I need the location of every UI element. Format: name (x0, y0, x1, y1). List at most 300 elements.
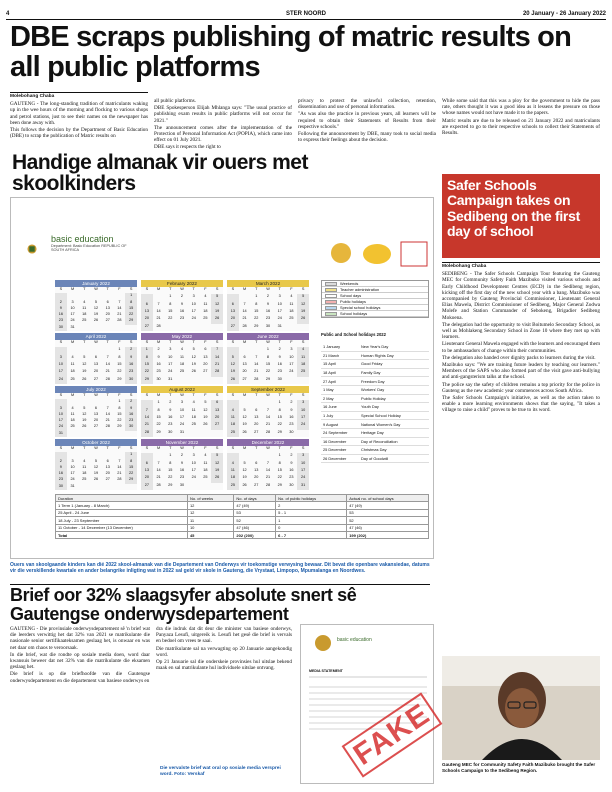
month-grid (55, 340, 137, 384)
calendar-day: 2 (55, 300, 67, 306)
calendar-day: 11 (297, 355, 309, 362)
calendar-day: 21 (265, 422, 271, 427)
coat-of-arms-icon (17, 234, 47, 264)
calendar-day: 27 (105, 477, 110, 482)
paragraph: In die brief, wat die rondte op sosiale media doen, word daar kwansuis beweer dat net 32% van die matrikulante die eksamen geslaag het. (10, 651, 150, 671)
calendar-day: 12 (191, 354, 196, 359)
calendar-day: 15 (156, 414, 161, 419)
table-cell: 11 (187, 517, 233, 524)
holiday-name: Freedom Day (361, 378, 385, 384)
page-number: 4 (6, 11, 10, 17)
calendar-day: 24 (191, 316, 196, 321)
calendar-day (102, 347, 114, 354)
calendar-day: 9 (125, 406, 137, 412)
calendar-day: 15 (117, 411, 122, 416)
calendar-day: 14 (156, 308, 161, 313)
calendar-day: 10 (55, 412, 67, 418)
calendar-day: 15 (168, 308, 173, 313)
calendar-day: 16 (125, 362, 137, 369)
calendar-day: 12 (93, 305, 99, 310)
holiday-row (321, 420, 429, 429)
paragraph: dra die indruk dat dit deur die minister van basiese onderwys, Panyaza Lesufi, uitgereik is. Lesufi het gesê die brief is vervals en bedoel om vrees te saai. (156, 626, 292, 645)
calendar-day: 23 (125, 418, 137, 424)
calendar-day: 7 (157, 460, 160, 465)
calendar-day: 1 (266, 347, 270, 352)
calendar-day: 30 (125, 377, 137, 384)
calendar-day: 25 (82, 477, 87, 482)
legend-label: School holidays (340, 311, 368, 316)
almanac-headline: Handige almanak vir ouers met skoolkinders (12, 151, 308, 195)
weekday-letter: S (215, 340, 219, 344)
holiday-row (321, 429, 429, 438)
month-name: December 2022 (227, 439, 309, 446)
calendar-month (55, 280, 137, 331)
calendar-day: 26 (82, 376, 87, 381)
weekday-letter: F (118, 287, 121, 291)
table-cell: 2 (276, 502, 347, 509)
calendar-day: 18 (70, 418, 75, 423)
month-name: January 2022 (55, 280, 137, 287)
calendar-day: 6 (255, 407, 258, 412)
holiday-name: New Year's Day (361, 344, 389, 350)
calendar-day: 26 (242, 429, 247, 434)
calendar-day: 18 (203, 308, 208, 313)
table-cell: 47 (46) (234, 524, 276, 531)
calendar-day: 21 (105, 369, 110, 374)
calendar-day: 28 (211, 369, 223, 376)
calendar-day: 19 (242, 422, 247, 427)
weekday-letter: S (59, 340, 63, 344)
calendar-day: 10 (277, 301, 282, 306)
page-header (6, 10, 606, 20)
weekday-letter: S (301, 287, 305, 291)
calendar-day: 1 (118, 399, 121, 404)
calendar-day: 29 (141, 377, 153, 384)
paragraph: The Safer Schools Campaign's initiative, as well as the action taken to enable a more learning environments shows that the saying, "It takes a village to raise a child" proves to be true to its word. (442, 395, 600, 414)
paragraph: GAUTENG - Die provinsiale onderwysdepartement sê 'n brief wat die leerders verwittig het dat 32% van 2021 se matrikulante die nasionale senior sertifikaateksamen geslaag het, is onwaar en was net daar om chaos te veroorsaak. (10, 626, 150, 651)
calendar-day: 4 (83, 299, 86, 304)
calendar-day: 7 (266, 407, 270, 412)
calendar-day: 17 (55, 418, 67, 424)
holiday-date: 16 June (323, 404, 337, 410)
calendar-day: 29 (168, 482, 173, 487)
calendar-day: 6 (227, 302, 239, 309)
calendar-day: 19 (191, 361, 196, 366)
calendar-day: 27 (93, 376, 99, 381)
brief-headline: Brief oor 32% slaagsyfer absolute snert sê Gautengse onderwysdepartement (10, 584, 430, 624)
calendar-day: 17 (191, 308, 196, 313)
calendar-day: 26 (203, 422, 208, 427)
calendar-day: 14 (265, 414, 271, 419)
holiday-row (321, 403, 429, 412)
calendar-day: 21 (156, 475, 161, 480)
calendar-day: 28 (156, 482, 161, 487)
paragraph: This follows the decision by the Department of Basic Education (DBE) to scrap the publication of Matric results on (10, 127, 148, 140)
calendar-day: 8 (266, 354, 270, 359)
table-cell: 12 (187, 502, 233, 509)
holiday-date: 1 July (323, 413, 334, 419)
calendar-day (262, 453, 274, 460)
calendar-day: 22 (168, 475, 173, 480)
calendar-day: 24 (289, 369, 294, 374)
calendar-day: 21 (105, 418, 110, 423)
weekday-letter: M (156, 393, 161, 397)
calendar-day: 10 (289, 354, 294, 359)
calendar-day: 26 (297, 316, 309, 323)
paragraph: Lieutenant General Mawela engaged with the learners and encouraged them to be ambassadors of change within their communities. (442, 341, 601, 354)
weekday-letter: T (169, 393, 172, 397)
calendar-day: 6 (204, 347, 207, 352)
weekday-letter: T (106, 340, 109, 344)
portrait-icon (442, 656, 600, 760)
weekday-letter: M (70, 340, 75, 344)
calendar-day: 4 (227, 461, 239, 468)
calendar-day: 4 (192, 400, 195, 405)
calendar-day: 3 (297, 453, 309, 460)
calendar-day: 6 (94, 405, 98, 410)
holiday-name: Youth Day (361, 404, 379, 410)
calendar-day: 24 (179, 422, 185, 427)
calendar-day: 26 (242, 482, 247, 487)
calendar-day: 24 (168, 369, 173, 374)
table-cell: 1 Term 1 (January - 8 March) (56, 502, 188, 509)
calendar-day: 2 (180, 294, 184, 299)
dbe-logo-subtitle: Department: Basic Education REPUBLIC OF SOUTH AFRICA (51, 244, 127, 253)
table-cell: 47 (46) (347, 524, 429, 531)
calendar-day: 19 (211, 309, 223, 316)
holiday-name: Heritage Day (361, 430, 384, 436)
calendar-day: 5 (83, 405, 86, 410)
calendar-day: 3 (192, 453, 195, 458)
table-header-cell: No. of days (234, 495, 276, 502)
table-cell: 52 (234, 517, 276, 524)
almanac-image (10, 197, 434, 559)
weekday-letter: W (94, 287, 98, 291)
calendar-day: 22 (265, 369, 271, 374)
calendar-day: 20 (93, 369, 99, 374)
weekday-letter: T (192, 340, 195, 344)
holiday-list (321, 343, 429, 463)
calendar-day: 21 (141, 422, 153, 429)
table-cell: Total (56, 531, 188, 538)
calendar-day: 17 (70, 312, 75, 317)
weekday-letter: T (192, 287, 195, 291)
table-cell: 47 (49) (347, 502, 429, 509)
calendar-day (141, 400, 153, 407)
byline: Molebohang Chaba (442, 262, 600, 270)
calendar-day: 4 (180, 347, 184, 352)
weekday-letter: T (83, 287, 86, 291)
weekday-letter: F (290, 446, 293, 450)
calendar-day (227, 453, 239, 460)
calendar-day: 11 (203, 460, 208, 465)
calendar-day: 30 (55, 325, 67, 331)
holiday-row (321, 343, 429, 352)
calendar-day: 7 (157, 301, 160, 306)
weekday-letter: T (83, 393, 86, 397)
holiday-row (321, 377, 429, 386)
calendar-day: 25 (203, 475, 208, 480)
legend-label: Public holidays (340, 299, 366, 304)
brief-article-col2 (156, 626, 292, 672)
calendar-day: 24 (191, 475, 196, 480)
calendar-month (141, 280, 223, 331)
calendar-day (227, 400, 239, 407)
calendar-day: 19 (211, 468, 223, 475)
calendar-day (239, 294, 251, 301)
calendar-day: 1 (278, 453, 281, 458)
calendar-day: 25 (179, 369, 185, 374)
calendar-day: 25 (191, 422, 196, 427)
holiday-name: Workers' Day (361, 387, 385, 393)
weekday-letter: S (231, 287, 235, 291)
calendar-day: 17 (277, 308, 282, 313)
calendar-day: 1 (278, 400, 281, 405)
holiday-row (321, 438, 429, 447)
calendar-day: 8 (125, 300, 137, 306)
calendar-day: 16 (179, 308, 185, 313)
calendar-day: 12 (82, 411, 87, 416)
table-cell: 5 - 1 (276, 509, 347, 516)
calendar-day: 11 (191, 407, 196, 412)
calendar-day: 3 (71, 299, 74, 304)
weekday-letter: F (118, 340, 121, 344)
month-grid (55, 393, 137, 437)
calendar-day: 30 (156, 376, 161, 381)
holiday-name: Day of Goodwill (361, 456, 389, 462)
month-grid (227, 393, 309, 437)
legend-swatch (325, 312, 337, 316)
calendar-day: 1 (169, 453, 172, 458)
calendar-day (250, 347, 262, 354)
calendar-day: 1 (141, 347, 153, 354)
paragraph: The announcement comes after the implementation of the Protection of Personal Information Act (POPIA), which came into effect on 01 July 2021. (154, 124, 292, 144)
calendar-day: 9 (169, 407, 172, 412)
calendar-day: 29 (277, 482, 282, 487)
calendar-day: 20 (105, 471, 110, 476)
calendar-day: 16 (289, 467, 294, 472)
month-name: May 2022 (141, 333, 223, 340)
calendar-day: 27 (227, 324, 239, 331)
main-article-col2 (154, 98, 292, 152)
paragraph: The delegation also handed over dignity packs to learners during the visit. (442, 354, 596, 361)
holiday-row (321, 395, 429, 404)
weekday-letter: M (70, 287, 75, 291)
weekday-letter: M (156, 287, 161, 291)
calendar-day: 19 (93, 312, 99, 317)
calendar-month (227, 439, 309, 490)
calendar-day: 25 (70, 376, 75, 381)
calendar-day: 27 (141, 483, 153, 490)
calendar-day: 28 (105, 376, 110, 381)
calendar-day: 23 (168, 422, 173, 427)
calendar-day: 9 (125, 355, 137, 362)
weekday-letter: M (70, 446, 75, 450)
calendar-day: 1 (157, 400, 160, 405)
calendar-day: 27 (254, 482, 259, 487)
calendar-day: 6 (106, 299, 109, 304)
calendar-day: 12 (203, 407, 208, 412)
calendar-day: 30 (125, 424, 137, 430)
paragraph: GAUTENG - The long-standing tradition of matriculants waking up in the wee hours of the morning and flocking to various shops and petrol stations, just to see their names on the newspaper has been done away with. (10, 101, 148, 126)
calendar-day: 23 (125, 369, 137, 376)
calendar-day: 22 (117, 369, 122, 374)
month-grid (55, 446, 137, 490)
calendar-day: 16 (265, 308, 271, 313)
table-cell: 11 October - 14 December (13 December) (56, 524, 188, 531)
calendar-day: 11 (82, 464, 87, 469)
calendar-day: 5 (297, 294, 309, 301)
weekday-letter: T (255, 340, 258, 344)
paragraph: Die brief is op die briefhoofde van die Gautengse onderwysdepartement en die departement van basiese onderwys en (10, 671, 150, 684)
calendar-day: 23 (179, 316, 185, 321)
calendar-day: 8 (169, 301, 172, 306)
calendar-day: 14 (141, 415, 153, 422)
weekday-letter: S (215, 393, 219, 397)
calendar-day: 6 (243, 354, 246, 359)
weekday-letter: W (266, 446, 270, 450)
calendar-day: 10 (70, 464, 75, 469)
calendar-day: 14 (254, 361, 259, 366)
paragraph: all public platforms. (154, 98, 196, 104)
main-headline: DBE scraps publishing of matric results on all public platforms (10, 21, 572, 83)
weekday-letter: T (169, 340, 172, 344)
table-cell: 53 (347, 509, 429, 516)
table-header-cell: No. of weeks (187, 495, 233, 502)
calendar-day: 12 (211, 302, 223, 309)
month-name: June 2022 (227, 333, 309, 340)
weekday-letter: S (145, 340, 149, 344)
calendar-day: 9 (266, 301, 270, 306)
weekday-letter: T (106, 446, 109, 450)
calendar-day: 26 (211, 475, 223, 482)
calendar-day: 29 (117, 424, 122, 429)
calendar-day: 22 (254, 316, 259, 321)
table-cell: 202 (200) (234, 531, 276, 538)
calendar-day: 9 (55, 306, 67, 312)
holiday-name: Christmas Day (361, 447, 387, 453)
calendar-day: 5 (94, 299, 98, 304)
calendar-day: 17 (191, 467, 196, 472)
calendar-day: 3 (71, 458, 74, 463)
table-row (56, 524, 429, 531)
calendar-day: 15 (277, 467, 282, 472)
holiday-row (321, 412, 429, 421)
calendar-day: 14 (105, 411, 110, 416)
calendar-day (239, 453, 251, 460)
paragraph: The delegation had the opportunity to visit Boitumelo Secondary School, as well as Mohlakeng Secondary School in Zone 10 where they met up with learners. (442, 321, 600, 341)
calendar-day (141, 294, 153, 301)
calendar-day: 14 (117, 464, 122, 469)
calendar-day: 19 (297, 309, 309, 316)
calendar-day: 5 (227, 355, 239, 362)
calendar-day (227, 347, 239, 354)
calendar-day: 4 (204, 294, 207, 299)
month-grid (141, 340, 223, 384)
school-terms-table (55, 494, 429, 539)
calendar-day: 19 (82, 418, 87, 423)
weekday-letter: T (278, 287, 281, 291)
weekday-letter: S (231, 340, 235, 344)
calendar-day: 28 (265, 482, 271, 487)
calendar-day: 9 (180, 301, 184, 306)
calendar-day: 19 (93, 471, 99, 476)
table-cell: 6 - 7 (276, 531, 347, 538)
calendar-day: 17 (297, 468, 309, 475)
calendar-day: 5 (83, 354, 86, 359)
calendar-day: 18 (227, 475, 239, 482)
calendar-day: 14 (211, 355, 223, 362)
calendar-day: 23 (277, 369, 282, 374)
weekday-letter: M (242, 287, 247, 291)
weekday-letter: T (83, 446, 86, 450)
table-row (56, 531, 429, 538)
holiday-date: 2 May (323, 395, 334, 401)
calendar-day: 9 (157, 354, 160, 359)
calendar-day: 10 (191, 301, 196, 306)
fake-stamp: FAKE (342, 692, 443, 777)
calendar-day (262, 400, 274, 407)
paragraph: Matric results are due to be released on 21 January 2022 and matriculants are expected to go to their respective schools to collect their Statements of Results. (442, 117, 600, 137)
weekday-letter: M (242, 393, 247, 397)
calendar-month (141, 333, 223, 384)
weekday-letter: S (145, 393, 149, 397)
calendar-day: 27 (93, 424, 99, 429)
holiday-date: 1 January (323, 344, 341, 350)
calendar-day: 12 (93, 464, 99, 469)
calendar-day: 22 (168, 316, 173, 321)
weekday-letter: W (94, 446, 98, 450)
calendar-day (227, 294, 239, 301)
weekday-letter: T (169, 287, 172, 291)
calendar-day: 13 (93, 411, 99, 416)
calendar-day: 20 (254, 422, 259, 427)
main-article-col4 (442, 98, 600, 137)
month-name: March 2022 (227, 280, 309, 287)
calendar-day: 8 (141, 355, 153, 362)
calendar-day: 13 (254, 467, 259, 472)
weekday-letter: T (192, 393, 195, 397)
legend-label: Weekends (340, 281, 359, 286)
weekday-letter: W (180, 287, 184, 291)
table-cell: 0 (276, 524, 347, 531)
calendar-day: 28 (265, 429, 271, 434)
legend-swatch (325, 288, 337, 292)
calendar-day: 25 (297, 369, 309, 376)
safer-schools-article (442, 262, 600, 415)
calendar-day: 28 (141, 430, 153, 437)
holiday-name: Family Day (361, 370, 381, 376)
calendar-day: 18 (227, 422, 239, 429)
table-cell: 12 (187, 509, 233, 516)
weekday-letter: T (192, 446, 195, 450)
month-name: August 2022 (141, 386, 223, 393)
holiday-date: 18 April (323, 370, 336, 376)
calendar-day: 16 (179, 467, 185, 472)
calendar-day (67, 347, 79, 354)
calendar-day: 1 (169, 294, 172, 299)
calendar-day: 10 (70, 305, 75, 310)
calendar-day: 18 (203, 467, 208, 472)
calendar-day: 13 (141, 468, 153, 475)
table-cell: 45 (187, 531, 233, 538)
legend-item (322, 311, 428, 317)
calendar-day: 28 (242, 323, 247, 328)
calendar-day: 1 (118, 347, 121, 352)
calendar-day: 17 (297, 415, 309, 422)
calendar-day: 29 (265, 376, 271, 381)
holiday-row (321, 386, 429, 395)
